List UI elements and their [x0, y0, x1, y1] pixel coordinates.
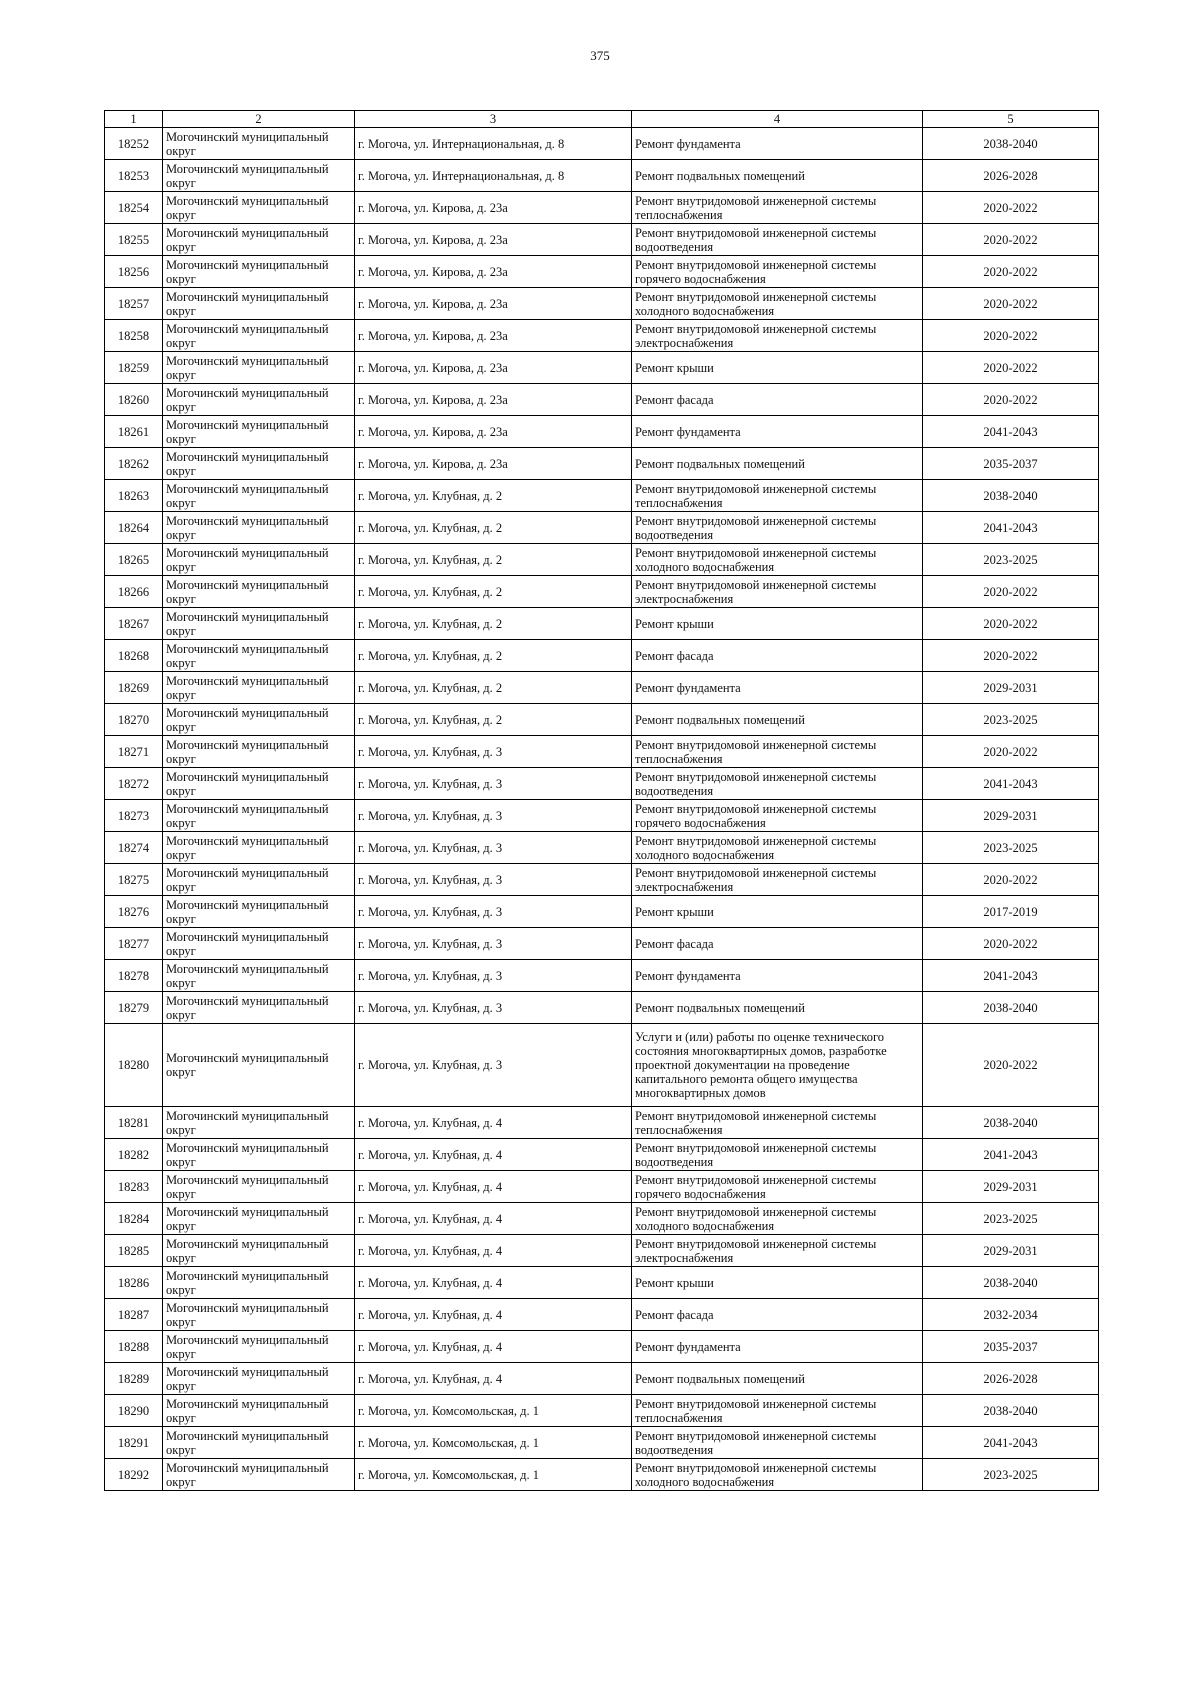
table-row: [105, 928, 1099, 960]
row-number: 18284: [105, 1203, 163, 1235]
address-cell: г. Могоча, ул. Клубная, д. 3: [355, 992, 632, 1024]
table-body: [105, 128, 1099, 1491]
row-number: 18271: [105, 736, 163, 768]
work-type-cell: Ремонт внутридомовой инженерной системы теплоснабжения: [632, 480, 923, 512]
work-type-cell: Ремонт фасада: [632, 928, 923, 960]
work-type-cell: Ремонт фундамента: [632, 128, 923, 160]
period-cell: 2029-2031: [923, 672, 1099, 704]
table-row: [105, 192, 1099, 224]
municipality-cell: Могочинский муниципальный округ: [163, 608, 355, 640]
address-cell: г. Могоча, ул. Клубная, д. 3: [355, 736, 632, 768]
period-cell: 2023-2025: [923, 832, 1099, 864]
period-cell: 2020-2022: [923, 640, 1099, 672]
table-row: [105, 1235, 1099, 1267]
address-cell: г. Могоча, ул. Клубная, д. 2: [355, 608, 632, 640]
table-row: [105, 800, 1099, 832]
address-cell: г. Могоча, ул. Клубная, д. 4: [355, 1203, 632, 1235]
row-number: 18263: [105, 480, 163, 512]
municipality-cell: Могочинский муниципальный округ: [163, 1427, 355, 1459]
row-number: 18280: [105, 1024, 163, 1107]
period-cell: 2020-2022: [923, 576, 1099, 608]
table-row: [105, 640, 1099, 672]
address-cell: г. Могоча, ул. Кирова, д. 23а: [355, 416, 632, 448]
period-cell: 2029-2031: [923, 1235, 1099, 1267]
period-cell: 2038-2040: [923, 128, 1099, 160]
table-row: [105, 864, 1099, 896]
municipality-cell: Могочинский муниципальный округ: [163, 256, 355, 288]
period-cell: 2041-2043: [923, 1139, 1099, 1171]
row-number: 18273: [105, 800, 163, 832]
table-row: [105, 832, 1099, 864]
row-number: 18274: [105, 832, 163, 864]
municipality-cell: Могочинский муниципальный округ: [163, 320, 355, 352]
work-type-cell: Ремонт фасада: [632, 1299, 923, 1331]
table-row: [105, 896, 1099, 928]
column-header: 4: [632, 111, 923, 128]
work-type-cell: Ремонт фундамента: [632, 960, 923, 992]
address-cell: г. Могоча, ул. Кирова, д. 23а: [355, 320, 632, 352]
period-cell: 2023-2025: [923, 1203, 1099, 1235]
address-cell: г. Могоча, ул. Клубная, д. 4: [355, 1235, 632, 1267]
table-row: [105, 1171, 1099, 1203]
municipality-cell: Могочинский муниципальный округ: [163, 1267, 355, 1299]
work-type-cell: Ремонт внутридомовой инженерной системы водоотведения: [632, 1427, 923, 1459]
address-cell: г. Могоча, ул. Клубная, д. 3: [355, 928, 632, 960]
address-cell: г. Могоча, ул. Комсомольская, д. 1: [355, 1427, 632, 1459]
period-cell: 2041-2043: [923, 416, 1099, 448]
table-row: [105, 672, 1099, 704]
row-number: 18261: [105, 416, 163, 448]
period-cell: 2020-2022: [923, 256, 1099, 288]
table-row: [105, 288, 1099, 320]
table-row: [105, 416, 1099, 448]
table-row: [105, 320, 1099, 352]
row-number: 18272: [105, 768, 163, 800]
column-header: 1: [105, 111, 163, 128]
table-row: [105, 384, 1099, 416]
work-type-cell: Ремонт внутридомовой инженерной системы теплоснабжения: [632, 1107, 923, 1139]
address-cell: г. Могоча, ул. Кирова, д. 23а: [355, 384, 632, 416]
period-cell: 2020-2022: [923, 864, 1099, 896]
municipality-cell: Могочинский муниципальный округ: [163, 1299, 355, 1331]
period-cell: 2020-2022: [923, 352, 1099, 384]
row-number: 18252: [105, 128, 163, 160]
table-row: [105, 1459, 1099, 1491]
period-cell: 2038-2040: [923, 992, 1099, 1024]
period-cell: 2035-2037: [923, 448, 1099, 480]
address-cell: г. Могоча, ул. Клубная, д. 4: [355, 1331, 632, 1363]
table-row: [105, 704, 1099, 736]
address-cell: г. Могоча, ул. Интернациональная, д. 8: [355, 160, 632, 192]
period-cell: 2026-2028: [923, 160, 1099, 192]
row-number: 18285: [105, 1235, 163, 1267]
work-type-cell: Ремонт крыши: [632, 896, 923, 928]
period-cell: 2041-2043: [923, 512, 1099, 544]
row-number: 18256: [105, 256, 163, 288]
table-row: [105, 1024, 1099, 1107]
municipality-cell: Могочинский муниципальный округ: [163, 544, 355, 576]
address-cell: г. Могоча, ул. Клубная, д. 4: [355, 1171, 632, 1203]
table-row: [105, 1203, 1099, 1235]
table-row: [105, 1331, 1099, 1363]
municipality-cell: Могочинский муниципальный округ: [163, 1235, 355, 1267]
address-cell: г. Могоча, ул. Клубная, д. 2: [355, 480, 632, 512]
period-cell: 2023-2025: [923, 544, 1099, 576]
address-cell: г. Могоча, ул. Клубная, д. 4: [355, 1107, 632, 1139]
address-cell: г. Могоча, ул. Кирова, д. 23а: [355, 256, 632, 288]
table-row: [105, 1395, 1099, 1427]
period-cell: 2023-2025: [923, 704, 1099, 736]
period-cell: 2035-2037: [923, 1331, 1099, 1363]
address-cell: г. Могоча, ул. Кирова, д. 23а: [355, 288, 632, 320]
municipality-cell: Могочинский муниципальный округ: [163, 512, 355, 544]
work-type-cell: Ремонт внутридомовой инженерной системы электроснабжения: [632, 320, 923, 352]
period-cell: 2029-2031: [923, 1171, 1099, 1203]
municipality-cell: Могочинский муниципальный округ: [163, 448, 355, 480]
work-type-cell: Ремонт внутридомовой инженерной системы холодного водоснабжения: [632, 544, 923, 576]
municipality-cell: Могочинский муниципальный округ: [163, 1363, 355, 1395]
period-cell: 2041-2043: [923, 1427, 1099, 1459]
row-number: 18277: [105, 928, 163, 960]
address-cell: г. Могоча, ул. Клубная, д. 2: [355, 512, 632, 544]
work-type-cell: Ремонт подвальных помещений: [632, 704, 923, 736]
row-number: 18290: [105, 1395, 163, 1427]
row-number: 18282: [105, 1139, 163, 1171]
address-cell: г. Могоча, ул. Клубная, д. 2: [355, 672, 632, 704]
municipality-cell: Могочинский муниципальный округ: [163, 800, 355, 832]
municipality-cell: Могочинский муниципальный округ: [163, 384, 355, 416]
row-number: 18253: [105, 160, 163, 192]
municipality-cell: Могочинский муниципальный округ: [163, 1203, 355, 1235]
municipality-cell: Могочинский муниципальный округ: [163, 352, 355, 384]
table-row: [105, 352, 1099, 384]
table-row: [105, 1139, 1099, 1171]
row-number: 18258: [105, 320, 163, 352]
address-cell: г. Могоча, ул. Кирова, д. 23а: [355, 192, 632, 224]
work-type-cell: Ремонт внутридомовой инженерной системы электроснабжения: [632, 1235, 923, 1267]
work-type-cell: Ремонт крыши: [632, 608, 923, 640]
municipality-cell: Могочинский муниципальный округ: [163, 576, 355, 608]
row-number: 18283: [105, 1171, 163, 1203]
municipality-cell: Могочинский муниципальный округ: [163, 480, 355, 512]
address-cell: г. Могоча, ул. Кирова, д. 23а: [355, 224, 632, 256]
work-type-cell: Услуги и (или) работы по оценке технического состояния многоквартирных домов, разработке проектной документации на проведение капитального ремонта общего имущества многоквартирных домов: [632, 1024, 923, 1107]
address-cell: г. Могоча, ул. Интернациональная, д. 8: [355, 128, 632, 160]
row-number: 18270: [105, 704, 163, 736]
address-cell: г. Могоча, ул. Клубная, д. 2: [355, 704, 632, 736]
municipality-cell: Могочинский муниципальный округ: [163, 896, 355, 928]
work-type-cell: Ремонт внутридомовой инженерной системы водоотведения: [632, 1139, 923, 1171]
address-cell: г. Могоча, ул. Клубная, д. 4: [355, 1299, 632, 1331]
address-cell: г. Могоча, ул. Клубная, д. 4: [355, 1363, 632, 1395]
period-cell: 2020-2022: [923, 224, 1099, 256]
row-number: 18259: [105, 352, 163, 384]
municipality-cell: Могочинский муниципальный округ: [163, 960, 355, 992]
table-row: [105, 608, 1099, 640]
address-cell: г. Могоча, ул. Клубная, д. 3: [355, 768, 632, 800]
work-type-cell: Ремонт внутридомовой инженерной системы теплоснабжения: [632, 192, 923, 224]
repair-schedule-table: [104, 110, 1099, 1491]
work-type-cell: Ремонт фундамента: [632, 672, 923, 704]
page-number: 375: [590, 48, 610, 63]
table-row: [105, 1427, 1099, 1459]
table-row: [105, 480, 1099, 512]
work-type-cell: Ремонт подвальных помещений: [632, 448, 923, 480]
municipality-cell: Могочинский муниципальный округ: [163, 128, 355, 160]
row-number: 18292: [105, 1459, 163, 1491]
work-type-cell: Ремонт внутридомовой инженерной системы теплоснабжения: [632, 1395, 923, 1427]
municipality-cell: Могочинский муниципальный округ: [163, 992, 355, 1024]
table-row: [105, 960, 1099, 992]
address-cell: г. Могоча, ул. Кирова, д. 23а: [355, 448, 632, 480]
row-number: 18262: [105, 448, 163, 480]
row-number: 18276: [105, 896, 163, 928]
row-number: 18267: [105, 608, 163, 640]
table-row: [105, 224, 1099, 256]
address-cell: г. Могоча, ул. Клубная, д. 4: [355, 1267, 632, 1299]
work-type-cell: Ремонт фасада: [632, 384, 923, 416]
municipality-cell: Могочинский муниципальный округ: [163, 736, 355, 768]
column-header: 5: [923, 111, 1099, 128]
period-cell: 2038-2040: [923, 1267, 1099, 1299]
row-number: 18279: [105, 992, 163, 1024]
address-cell: г. Могоча, ул. Комсомольская, д. 1: [355, 1395, 632, 1427]
column-header: 2: [163, 111, 355, 128]
table-header-row: [105, 111, 1099, 128]
row-number: 18268: [105, 640, 163, 672]
work-type-cell: Ремонт фундамента: [632, 1331, 923, 1363]
work-type-cell: Ремонт внутридомовой инженерной системы холодного водоснабжения: [632, 288, 923, 320]
work-type-cell: Ремонт внутридомовой инженерной системы водоотведения: [632, 224, 923, 256]
municipality-cell: Могочинский муниципальный округ: [163, 672, 355, 704]
row-number: 18275: [105, 864, 163, 896]
work-type-cell: Ремонт подвальных помещений: [632, 160, 923, 192]
work-type-cell: Ремонт крыши: [632, 1267, 923, 1299]
municipality-cell: Могочинский муниципальный округ: [163, 864, 355, 896]
period-cell: 2020-2022: [923, 192, 1099, 224]
row-number: 18254: [105, 192, 163, 224]
municipality-cell: Могочинский муниципальный округ: [163, 1331, 355, 1363]
work-type-cell: Ремонт подвальных помещений: [632, 1363, 923, 1395]
period-cell: 2038-2040: [923, 1395, 1099, 1427]
municipality-cell: Могочинский муниципальный округ: [163, 704, 355, 736]
municipality-cell: Могочинский муниципальный округ: [163, 416, 355, 448]
period-cell: 2020-2022: [923, 288, 1099, 320]
work-type-cell: Ремонт внутридомовой инженерной системы электроснабжения: [632, 576, 923, 608]
work-type-cell: Ремонт внутридомовой инженерной системы электроснабжения: [632, 864, 923, 896]
work-type-cell: Ремонт фасада: [632, 640, 923, 672]
table-row: [105, 1267, 1099, 1299]
period-cell: 2020-2022: [923, 928, 1099, 960]
municipality-cell: Могочинский муниципальный округ: [163, 1395, 355, 1427]
table-row: [105, 544, 1099, 576]
address-cell: г. Могоча, ул. Клубная, д. 3: [355, 960, 632, 992]
municipality-cell: Могочинский муниципальный округ: [163, 288, 355, 320]
row-number: 18278: [105, 960, 163, 992]
row-number: 18287: [105, 1299, 163, 1331]
work-type-cell: Ремонт внутридомовой инженерной системы холодного водоснабжения: [632, 1203, 923, 1235]
municipality-cell: Могочинский муниципальный округ: [163, 1024, 355, 1107]
table-row: [105, 128, 1099, 160]
work-type-cell: Ремонт внутридомовой инженерной системы холодного водоснабжения: [632, 832, 923, 864]
municipality-cell: Могочинский муниципальный округ: [163, 928, 355, 960]
table-row: [105, 1363, 1099, 1395]
row-number: 18269: [105, 672, 163, 704]
work-type-cell: Ремонт внутридомовой инженерной системы горячего водоснабжения: [632, 1171, 923, 1203]
period-cell: 2032-2034: [923, 1299, 1099, 1331]
table-row: [105, 1299, 1099, 1331]
row-number: 18257: [105, 288, 163, 320]
municipality-cell: Могочинский муниципальный округ: [163, 1107, 355, 1139]
period-cell: 2020-2022: [923, 608, 1099, 640]
period-cell: 2020-2022: [923, 384, 1099, 416]
municipality-cell: Могочинский муниципальный округ: [163, 192, 355, 224]
table-row: [105, 1107, 1099, 1139]
work-type-cell: Ремонт фундамента: [632, 416, 923, 448]
table-row: [105, 992, 1099, 1024]
municipality-cell: Могочинский муниципальный округ: [163, 832, 355, 864]
municipality-cell: Могочинский муниципальный округ: [163, 1171, 355, 1203]
address-cell: г. Могоча, ул. Клубная, д. 3: [355, 1024, 632, 1107]
address-cell: г. Могоча, ул. Клубная, д. 4: [355, 1139, 632, 1171]
row-number: 18281: [105, 1107, 163, 1139]
municipality-cell: Могочинский муниципальный округ: [163, 224, 355, 256]
period-cell: 2041-2043: [923, 960, 1099, 992]
period-cell: 2017-2019: [923, 896, 1099, 928]
work-type-cell: Ремонт внутридомовой инженерной системы водоотведения: [632, 768, 923, 800]
address-cell: г. Могоча, ул. Клубная, д. 2: [355, 640, 632, 672]
address-cell: г. Могоча, ул. Клубная, д. 3: [355, 864, 632, 896]
work-type-cell: Ремонт внутридомовой инженерной системы горячего водоснабжения: [632, 256, 923, 288]
address-cell: г. Могоча, ул. Клубная, д. 3: [355, 800, 632, 832]
table-row: [105, 768, 1099, 800]
address-cell: г. Могоча, ул. Клубная, д. 2: [355, 576, 632, 608]
municipality-cell: Могочинский муниципальный округ: [163, 640, 355, 672]
address-cell: г. Могоча, ул. Клубная, д. 2: [355, 544, 632, 576]
work-type-cell: Ремонт подвальных помещений: [632, 992, 923, 1024]
municipality-cell: Могочинский муниципальный округ: [163, 768, 355, 800]
row-number: 18255: [105, 224, 163, 256]
period-cell: 2029-2031: [923, 800, 1099, 832]
period-cell: 2020-2022: [923, 1024, 1099, 1107]
work-type-cell: Ремонт крыши: [632, 352, 923, 384]
period-cell: 2020-2022: [923, 320, 1099, 352]
municipality-cell: Могочинский муниципальный округ: [163, 1459, 355, 1491]
work-type-cell: Ремонт внутридомовой инженерной системы горячего водоснабжения: [632, 800, 923, 832]
address-cell: г. Могоча, ул. Клубная, д. 3: [355, 832, 632, 864]
work-type-cell: Ремонт внутридомовой инженерной системы водоотведения: [632, 512, 923, 544]
row-number: 18286: [105, 1267, 163, 1299]
period-cell: 2041-2043: [923, 768, 1099, 800]
period-cell: 2038-2040: [923, 480, 1099, 512]
table-row: [105, 160, 1099, 192]
table-row: [105, 512, 1099, 544]
period-cell: 2023-2025: [923, 1459, 1099, 1491]
address-cell: г. Могоча, ул. Комсомольская, д. 1: [355, 1459, 632, 1491]
row-number: 18265: [105, 544, 163, 576]
table-row: [105, 448, 1099, 480]
row-number: 18264: [105, 512, 163, 544]
period-cell: 2020-2022: [923, 736, 1099, 768]
period-cell: 2026-2028: [923, 1363, 1099, 1395]
table-row: [105, 256, 1099, 288]
column-header: 3: [355, 111, 632, 128]
work-type-cell: Ремонт внутридомовой инженерной системы холодного водоснабжения: [632, 1459, 923, 1491]
municipality-cell: Могочинский муниципальный округ: [163, 160, 355, 192]
table-row: [105, 736, 1099, 768]
table-row: [105, 576, 1099, 608]
address-cell: г. Могоча, ул. Клубная, д. 3: [355, 896, 632, 928]
row-number: 18288: [105, 1331, 163, 1363]
row-number: 18291: [105, 1427, 163, 1459]
address-cell: г. Могоча, ул. Кирова, д. 23а: [355, 352, 632, 384]
row-number: 18260: [105, 384, 163, 416]
municipality-cell: Могочинский муниципальный округ: [163, 1139, 355, 1171]
period-cell: 2038-2040: [923, 1107, 1099, 1139]
row-number: 18289: [105, 1363, 163, 1395]
work-type-cell: Ремонт внутридомовой инженерной системы теплоснабжения: [632, 736, 923, 768]
row-number: 18266: [105, 576, 163, 608]
